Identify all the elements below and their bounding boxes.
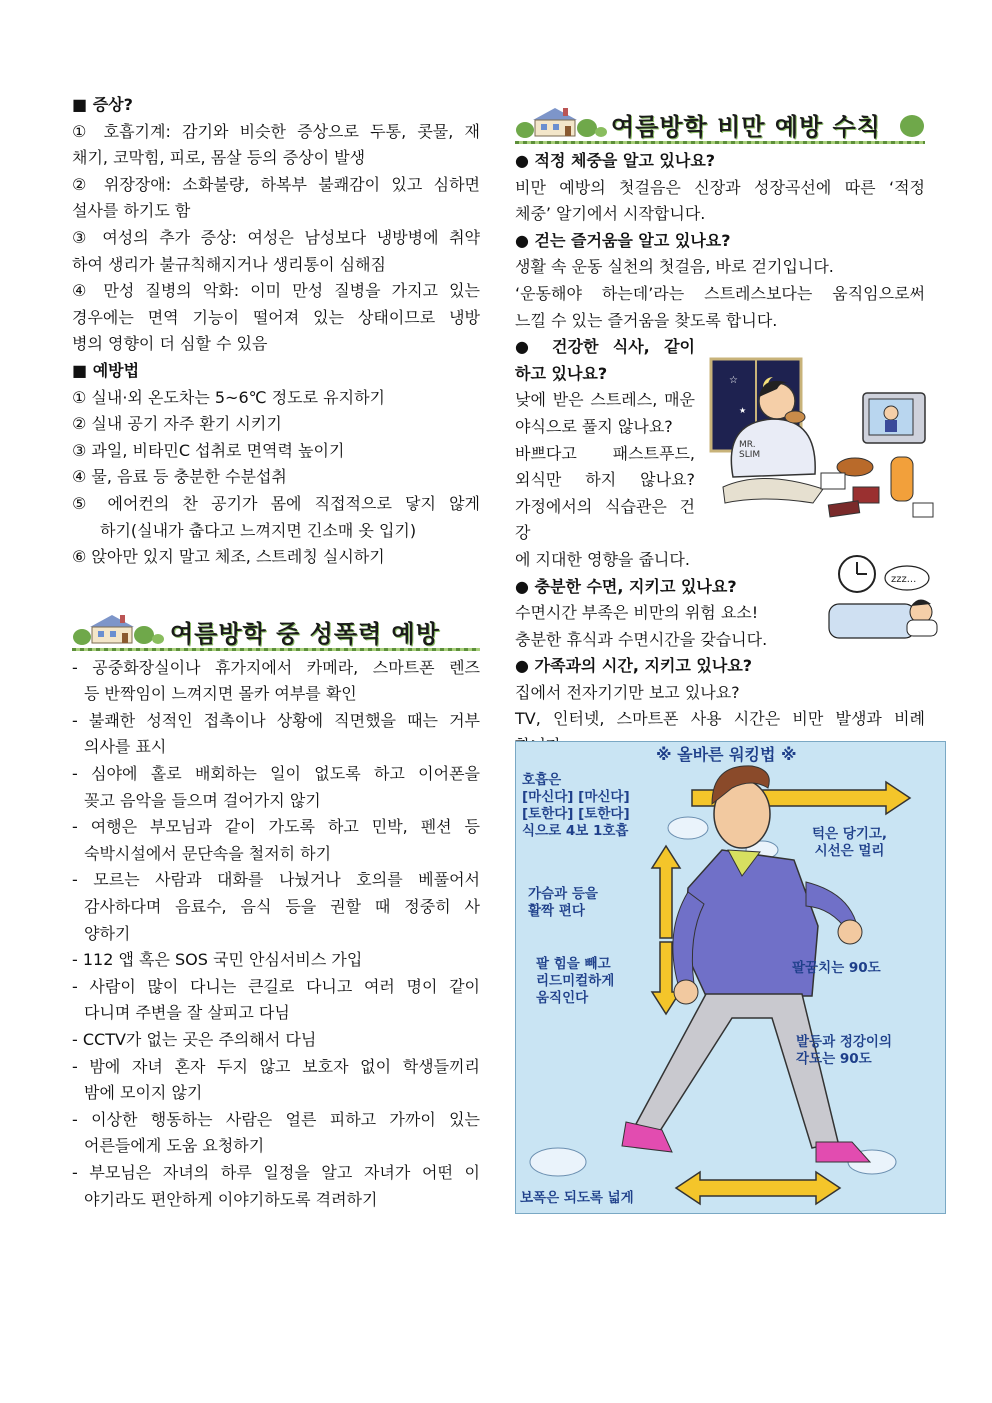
ground-divider xyxy=(515,141,925,144)
safety-item-continued: 어른들에게 도움 요청하기 xyxy=(84,1136,265,1156)
symptoms-header: ■ 증상? xyxy=(72,95,133,114)
safety-item: - 심야에 홀로 배회하는 일이 없도록 하고 이어폰을 xyxy=(72,764,480,784)
prevention-item: ① 실내·외 온도차는 5~6℃ 정도로 유지하기 xyxy=(72,387,385,407)
q4-line: 수면시간 부족은 비만의 위험 요소! xyxy=(515,603,759,623)
safety-item: - 불쾌한 성적인 접촉이나 상황에 직면했을 때는 거부 xyxy=(72,710,480,730)
elbow-label: 팔꿈치는 90도 xyxy=(792,960,881,976)
safety-item-continued: 양하기 xyxy=(84,923,131,943)
q1-line: 비만 예방의 첫걸음은 신장과 성장곡선에 따른 ‘적정 xyxy=(515,177,925,197)
zzz-text: zzz... xyxy=(891,574,917,585)
safety-item: - 112 앱 혹은 SOS 국민 안심서비스 가입 xyxy=(72,950,363,970)
q5-line: 집에서 전자기기만 보고 있나요? xyxy=(515,682,740,702)
safety-item-continued: 숙박시설에서 문단속을 철저히 하기 xyxy=(84,843,332,863)
prevention-header: ■ 예방법 xyxy=(72,360,140,380)
q3-line: 외식만 하지 않나요? xyxy=(515,470,695,490)
chin-label: 턱은 당기고, 시선은 멀리 xyxy=(812,826,888,859)
symptom-4-line-2: 경우에는 면역 기능이 떨어져 있는 상태이므로 냉방 xyxy=(72,307,480,327)
obesity-title: 여름방학 비만 예방 수칙 xyxy=(611,113,881,141)
safety-item: - 부모님은 자녀의 하루 일정을 알고 자녀가 어떤 이 xyxy=(72,1162,480,1182)
prevention-item: ⑤ 에어컨의 찬 공기가 몸에 직접적으로 닿지 않게 xyxy=(72,493,480,513)
q5-line: TV, 인터넷, 스마트폰 사용 시간은 비만 발생과 비례 xyxy=(515,709,925,729)
safety-item-continued: 야기라도 편안하게 이야기하도록 격려하기 xyxy=(84,1189,378,1209)
prevention-item-continued: 하기(실내가 춥다고 느껴지면 긴소매 옷 입기) xyxy=(100,520,417,540)
q3-line: 에 지대한 영향을 줍니다. xyxy=(515,549,690,569)
svg-text:★: ★ xyxy=(739,406,747,415)
safety-item: - 사람이 많이 다니는 큰길로 다니고 여러 명이 같이 xyxy=(72,976,480,996)
walking-title: ※ 올바른 워킹법 ※ xyxy=(656,745,797,764)
symptom-2-line-1: ② 위장장애: 소화불량, 하복부 불쾌감이 있고 심하면 xyxy=(72,174,480,194)
late-night-eating-illustration xyxy=(703,357,935,529)
safety-item: - 밤에 자녀 혼자 두지 않고 보호자 없이 학생들끼리 xyxy=(72,1056,480,1076)
q3-heading-continued: 하고 있나요? xyxy=(515,363,608,383)
safety-item-continued: 감사하다며 음료수, 음식 등을 권할 때 정중히 사 xyxy=(84,897,480,917)
safety-title: 여름방학 중 성폭력 예방 xyxy=(170,619,440,648)
q3-heading: ● 건강한 식사, 같이 xyxy=(515,337,695,357)
q3-line: 바쁘다고 패스트푸드, xyxy=(515,443,695,463)
prevention-item: ③ 과일, 비타민C 섭취로 면역력 높이기 xyxy=(72,440,345,460)
svg-text:SLIM: SLIM xyxy=(739,450,761,460)
cartoon-shirt-text: MR. xyxy=(739,440,756,450)
symptom-2-line-2: 설사를 하기도 함 xyxy=(72,201,191,221)
obesity-section-header xyxy=(515,110,925,146)
breathing-label: 호흡은 [마신다] [마신다] [토한다] [토한다] 식으로 4보 1호흡 xyxy=(522,772,630,839)
symptom-3-line-1: ③ 여성의 추가 증상: 여성은 남성보다 냉방병에 취약 xyxy=(72,227,480,247)
safety-item: - 공중화장실이나 휴가지에서 카메라, 스마트폰 렌즈 xyxy=(72,657,480,677)
knee-label: 발등과 정강이의 각도는 90도 xyxy=(796,1034,892,1067)
chest-label: 가슴과 등을 활짝 편다 xyxy=(528,886,598,919)
q4-heading: ● 충분한 수면, 지키고 있나요? xyxy=(515,576,737,596)
left-column xyxy=(72,92,480,1213)
safety-section-header xyxy=(72,617,480,653)
safety-item: - 이상한 행동하는 사람은 얼른 피하고 가까이 있는 xyxy=(72,1109,480,1129)
svg-text:☆: ☆ xyxy=(729,375,738,386)
safety-item-continued: 등 반짝임이 느껴지면 몰카 여부를 확인 xyxy=(84,684,357,704)
house-icon xyxy=(515,106,607,142)
q4-line: 충분한 휴식과 수면시간을 갖습니다. xyxy=(515,629,768,649)
q1-heading: ● 적정 체중을 알고 있나요? xyxy=(515,151,716,170)
q1-line: 체중’ 알기에서 시작합니다. xyxy=(515,204,706,224)
sleeping-illustration xyxy=(827,550,939,646)
ground-divider xyxy=(72,648,480,651)
stride-label: 보폭은 되도록 넓게 xyxy=(520,1190,634,1206)
q2-line: 생활 속 운동 실천의 첫걸음, 바로 걷기입니다. xyxy=(515,257,834,277)
house-icon xyxy=(72,613,164,649)
tree-icon xyxy=(899,114,925,142)
arm-label: 팔 힘을 빼고 리드미컬하게 움직인다 xyxy=(536,956,615,1006)
symptom-4-line-1: ④ 만성 질병의 악화: 이미 만성 질병을 가지고 있는 xyxy=(72,281,480,301)
correct-walking-illustration xyxy=(515,741,946,1214)
safety-item-continued: 다니며 주변을 잘 살피고 다님 xyxy=(84,1003,290,1023)
safety-item: - 모르는 사람과 대화를 나눴거나 호의를 베풀어서 xyxy=(72,870,480,890)
q2-line: 느낄 수 있는 즐거움을 찾도록 합니다. xyxy=(515,310,778,330)
symptom-4-line-3: 병의 영향이 더 심할 수 있음 xyxy=(72,334,268,354)
symptom-1-line-1: ① 호흡기계: 감기와 비슷한 증상으로 두통, 콧물, 재 xyxy=(72,121,480,141)
q2-heading: ● 걷는 즐거움을 알고 있나요? xyxy=(515,230,731,250)
safety-item-continued: 꽂고 음악을 들으며 걸어가지 않기 xyxy=(84,790,321,810)
prevention-item: ⑥ 앉아만 있지 말고 체조, 스트레칭 실시하기 xyxy=(72,547,385,567)
q2-line: ‘운동해야 하는데’라는 스트레스보다는 움직임으로써 xyxy=(515,283,925,303)
safety-item-continued: 밤에 모이지 않기 xyxy=(84,1083,203,1103)
q3-line: 가정에서의 식습관은 건강 xyxy=(515,496,695,543)
safety-item-continued: 의사를 표시 xyxy=(84,737,167,757)
safety-item: - CCTV가 없는 곳은 주의해서 다님 xyxy=(72,1030,317,1049)
q3-line: 야식으로 풀지 않나요? xyxy=(515,416,673,436)
symptom-1-line-2: 채기, 코막힘, 피로, 몸살 등의 증상이 발생 xyxy=(72,148,366,168)
symptom-3-line-2: 하여 생리가 불규칙해지거나 생리통이 심해짐 xyxy=(72,254,387,274)
q3-line: 낮에 받은 스트레스, 매운 xyxy=(515,390,695,410)
safety-item: - 여행은 부모님과 같이 가도록 하고 민박, 펜션 등 xyxy=(72,817,480,837)
q5-heading: ● 가족과의 시간, 지키고 있나요? xyxy=(515,656,753,676)
prevention-item: ④ 물, 음료 등 충분한 수분섭취 xyxy=(72,467,287,487)
prevention-item: ② 실내 공기 자주 환기 시키기 xyxy=(72,414,282,434)
